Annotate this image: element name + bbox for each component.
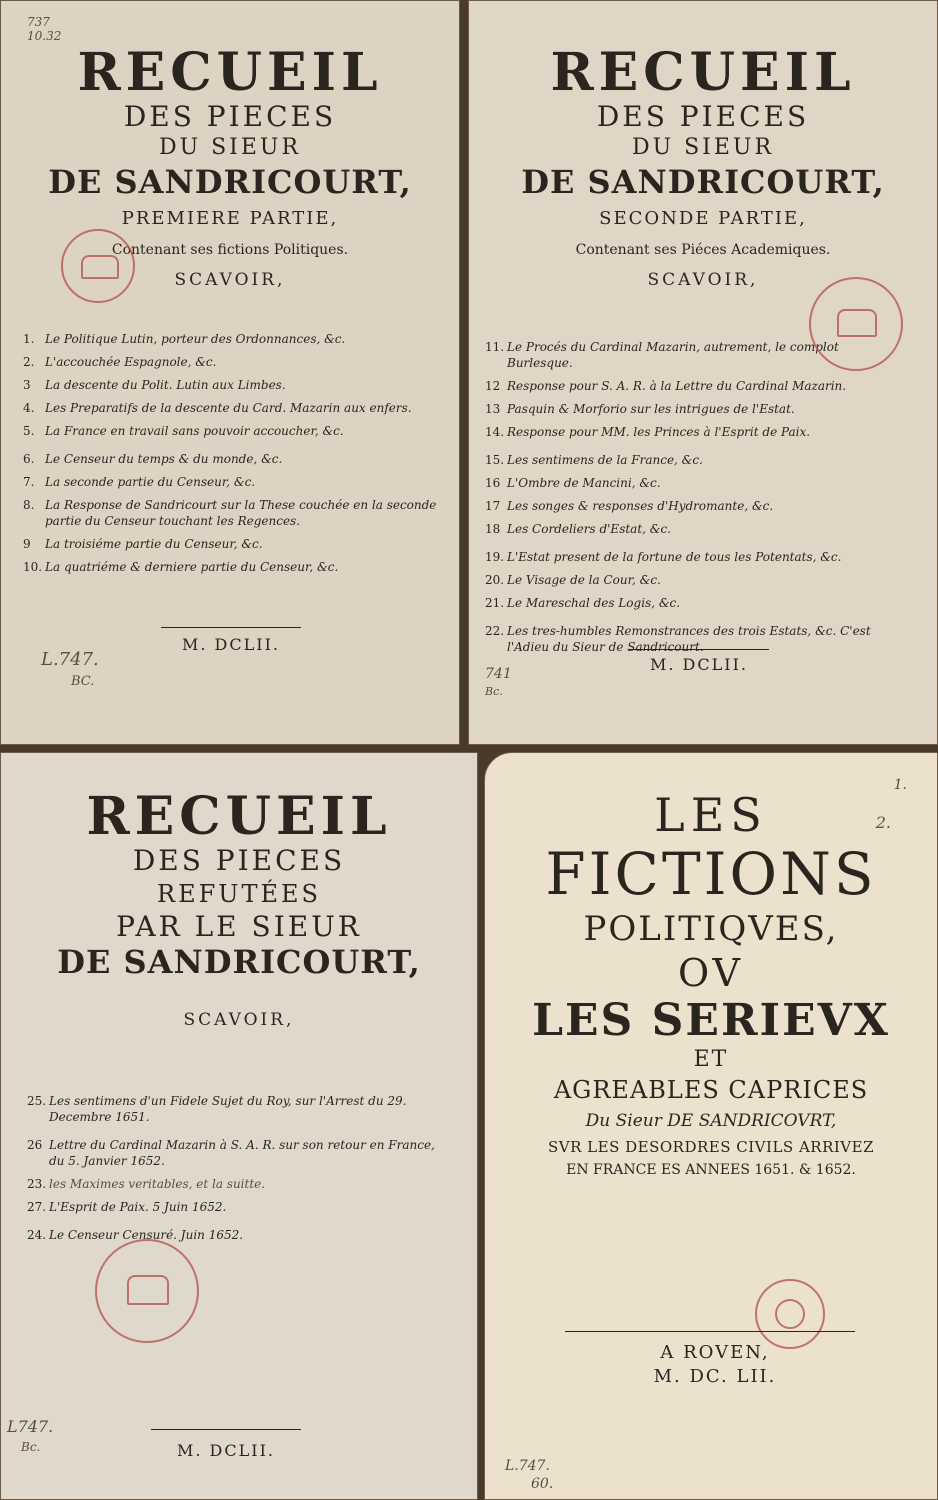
- list-item: 24. Le Censeur Censuré. Juin 1652.: [27, 1228, 244, 1242]
- title-ov: OV: [678, 951, 744, 995]
- list-item: 19. L'Estat present de la fortune de tous les Potentats, &c.: [485, 550, 842, 564]
- rule: [565, 1331, 855, 1332]
- title-politiques: POLITIQVES,: [583, 909, 839, 949]
- author-name: DE SANDRICOURT,: [57, 943, 421, 981]
- title-fictions: FICTIONS: [545, 840, 877, 908]
- crown-icon: [837, 309, 877, 337]
- list-item: 2. L'accouchée Espagnole, &c.: [23, 355, 217, 369]
- list-item: 25. Les sentimens d'un Fidele Sujet du Roy, sur l'Arrest du 29. Decembre 1651.: [27, 1094, 407, 1124]
- title: RECUEIL: [77, 42, 383, 103]
- rule: [151, 1429, 301, 1430]
- list-item: 14. Response pour MM. les Princes à l'Esprit de Paix.: [485, 425, 811, 439]
- imprint-date: M. DCLII.: [182, 635, 280, 654]
- list-item: 13 Pasquin & Morforio sur les intrigues de l'Estat.: [485, 402, 795, 416]
- library-stamp: [809, 277, 903, 371]
- list-item: 11. Le Procés du Cardinal Mazarin, autrement, le complot Burlesque.: [485, 340, 839, 370]
- subtitle-sieur: DU SIEUR: [631, 135, 775, 160]
- contents-line: Contenant ses Piéces Academiques.: [575, 242, 831, 258]
- list-item: 22. Les tres-humbles Remonstrances des trois Estats, &c. C'est l'Adieu du Sieur de Sandricourt.: [485, 624, 871, 654]
- shelfmark: 741 Bc.: [485, 666, 512, 698]
- list-item: 7. La seconde partie du Censeur, &c.: [23, 475, 256, 489]
- title-serieux: LES SERIEVX: [532, 995, 890, 1046]
- title-et: ET: [693, 1047, 729, 1072]
- subtitle-pieces: DES PIECES: [132, 844, 346, 877]
- list-item: 5. La France en travail sans pouvoir accoucher, &c.: [23, 424, 344, 438]
- library-stamp: [95, 1239, 199, 1343]
- shelfmark: L.747. BC.: [41, 649, 99, 689]
- list-item: 23. les Maximes veritables, et la suitte.: [27, 1177, 266, 1191]
- list-item: 3 La descente du Polit. Lutin aux Limbes.: [23, 378, 286, 392]
- list-item: 20. Le Visage de la Cour, &c.: [485, 573, 661, 587]
- imprint-date: M. DCLII.: [650, 655, 748, 674]
- contents-list: [485, 339, 907, 662]
- crown-icon: [127, 1275, 169, 1305]
- title: RECUEIL: [550, 42, 856, 103]
- title: RECUEIL: [86, 786, 392, 847]
- imprint-date: M. DC. LII.: [653, 1366, 777, 1387]
- page-seconde-partie: [468, 0, 938, 745]
- list-item: 4. Les Preparatifs de la descente du Card. Mazarin aux enfers.: [23, 401, 412, 415]
- subtitle-par-le-sieur: PAR LE SIEUR: [116, 910, 362, 943]
- title-les: LES: [654, 788, 768, 842]
- list-item: 16 L'Ombre de Mancini, &c.: [485, 476, 661, 490]
- contents-list: [23, 331, 439, 582]
- list-item: 18 Les Cordeliers d'Estat, &c.: [485, 522, 671, 536]
- list-item: 17 Les songes & responses d'Hydromante, &c.: [485, 499, 774, 513]
- corner-note: [27, 15, 61, 43]
- list-item: 9 La troisiéme partie du Censeur, &c.: [23, 537, 263, 551]
- author-name: DE SANDRICOURT,: [521, 163, 885, 201]
- rule: [629, 649, 769, 650]
- scavoir-heading: SCAVOIR,: [183, 1010, 295, 1030]
- corner-note-2: 10.32: [27, 29, 62, 43]
- corner-note-1: 737: [27, 15, 50, 29]
- list-item: 1. Le Politique Lutin, porteur des Ordonnances, &c.: [23, 332, 346, 346]
- page-fictions-politiques: [484, 752, 938, 1500]
- subject-line-1: SVR LES DESORDRES CIVILS ARRIVEZ: [548, 1138, 874, 1156]
- imprint-place: A ROVEN,: [660, 1342, 770, 1363]
- list-item: 6. Le Censeur du temps & du monde, &c.: [23, 452, 283, 466]
- subtitle-pieces: DES PIECES: [123, 100, 337, 133]
- list-item: 26 Lettre du Cardinal Mazarin à S. A. R. sur son retour en France, du 5. Janvier 1652.: [27, 1138, 435, 1168]
- list-item: 8. La Response de Sandricourt sur la These couchée en la seconde partie du Censeur touchant les Regences.: [23, 498, 437, 528]
- contents-list: [27, 1093, 443, 1250]
- scavoir-heading: SCAVOIR,: [174, 270, 286, 290]
- part-label: SECONDE PARTIE,: [599, 208, 807, 229]
- shelfmark: L.747. 60.: [505, 1458, 554, 1492]
- subject-line-2: EN FRANCE ES ANNEES 1651. & 1652.: [566, 1162, 856, 1178]
- page-pieces-refutees: [0, 752, 478, 1500]
- crown-icon: [81, 255, 119, 279]
- library-stamp: [61, 229, 135, 303]
- scavoir-heading: SCAVOIR,: [647, 270, 759, 290]
- corner-note: 2.: [875, 813, 891, 832]
- author-name: DE SANDRICOURT,: [48, 163, 412, 201]
- contents-line: Contenant ses fictions Politiques.: [111, 242, 349, 258]
- list-item: 12 Response pour S. A. R. à la Lettre du Cardinal Mazarin.: [485, 379, 847, 393]
- imprint-date: M. DCLII.: [177, 1441, 275, 1460]
- library-stamp: [755, 1279, 825, 1349]
- list-item: 21. Le Mareschal des Logis, &c.: [485, 596, 681, 610]
- subtitle-pieces: DES PIECES: [596, 100, 810, 133]
- list-item: 10. La quatriéme & derniere partie du Censeur, &c.: [23, 560, 339, 574]
- subtitle-sieur: DU SIEUR: [158, 135, 302, 160]
- subtitle-refutees: REFUTÉES: [157, 880, 321, 908]
- part-label: PREMIERE PARTIE,: [121, 208, 339, 229]
- coat-of-arms-icon: [775, 1299, 805, 1329]
- author-line: Du Sieur DE SANDRICOVRT,: [585, 1111, 837, 1131]
- title-agreables: AGREABLES CAPRICES: [553, 1076, 869, 1104]
- list-item: 27. L'Esprit de Paix. 5 Juin 1652.: [27, 1200, 227, 1214]
- shelfmark: L747. Bc.: [7, 1417, 54, 1454]
- list-item: 15. Les sentimens de la France, &c.: [485, 453, 703, 467]
- rule: [161, 627, 301, 628]
- corner-note: 1.: [893, 777, 907, 793]
- page-premiere-partie: [0, 0, 460, 745]
